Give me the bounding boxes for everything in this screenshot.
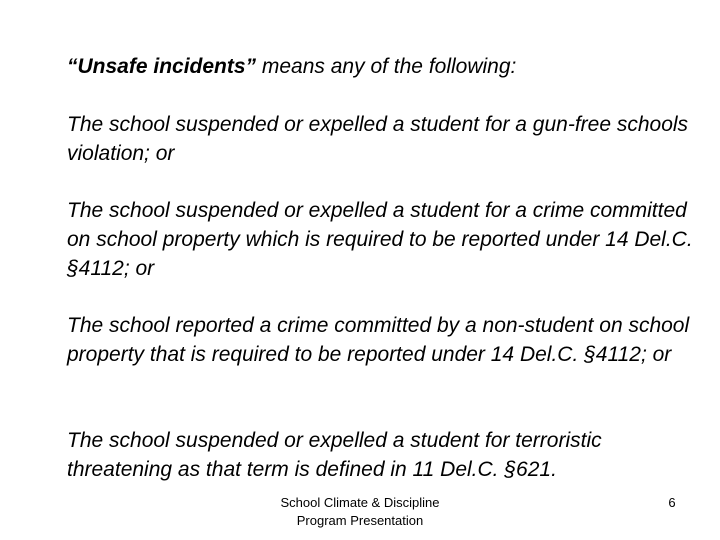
- footer-line-1: School Climate & Discipline: [280, 495, 440, 510]
- page-number: 6: [668, 495, 676, 510]
- incident-item-2: The school suspended or expelled a student for a crime committed on school property which is required to be reported under 14 Del.C. §4112; or: [67, 199, 693, 280]
- slide-footer: [240, 494, 480, 530]
- footer-line-2: Program Presentation: [296, 513, 424, 528]
- defined-term: “Unsafe incidents”: [67, 55, 257, 78]
- definition-intro-text: means any of the following:: [256, 55, 517, 78]
- incident-item-1: The school suspended or expelled a student for a gun-free schools violation; or: [67, 113, 689, 165]
- incident-item-4: The school suspended or expelled a student for terroristic threatening as that term is defined in 11 Del.C. §621.: [67, 429, 602, 481]
- definition-heading: [67, 52, 687, 82]
- incident-item-3: The school reported a crime committed by a non-student on school property that is required to be reported under 14 Del.C. §4112; or: [67, 314, 690, 366]
